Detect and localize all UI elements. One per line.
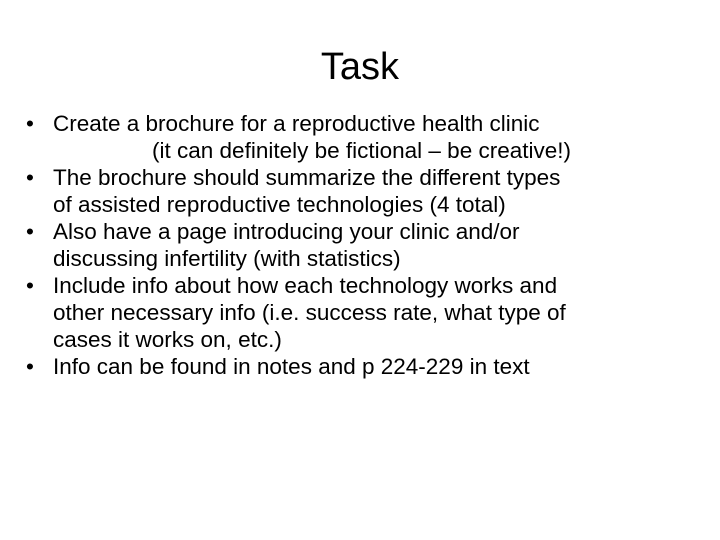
bullet-text-line: cases it works on, etc.) [53,327,282,352]
bullet-text-line: discussing infertility (with statistics) [53,246,401,271]
bullet-list [26,110,690,380]
bullet-text-line: The brochure should summarize the different types [53,165,561,190]
bullet-icon: • [26,111,34,136]
bullet-item [26,110,690,164]
bullet-text-line: of assisted reproductive technologies (4 total) [53,192,506,217]
bullet-item [26,353,690,380]
bullet-text-line: Also have a page introducing your clinic and/or [53,219,520,244]
bullet-icon: • [26,165,34,190]
bullet-text-line: Info can be found in notes and p 224-229 in text [53,354,530,379]
bullet-icon: • [26,219,34,244]
bullet-item [26,218,690,272]
bullet-item [26,164,690,218]
bullet-item [26,272,690,353]
bullet-text-line: other necessary info (i.e. success rate, what type of [53,300,566,325]
slide-title: Task [320,46,400,88]
bullet-icon: • [26,273,34,298]
bullet-text-line: (it can definitely be fictional – be creative!) [152,138,571,163]
bullet-icon: • [26,354,34,379]
bullet-text-line: Create a brochure for a reproductive health clinic [53,111,540,136]
bullet-text-line: Include info about how each technology works and [53,273,558,298]
